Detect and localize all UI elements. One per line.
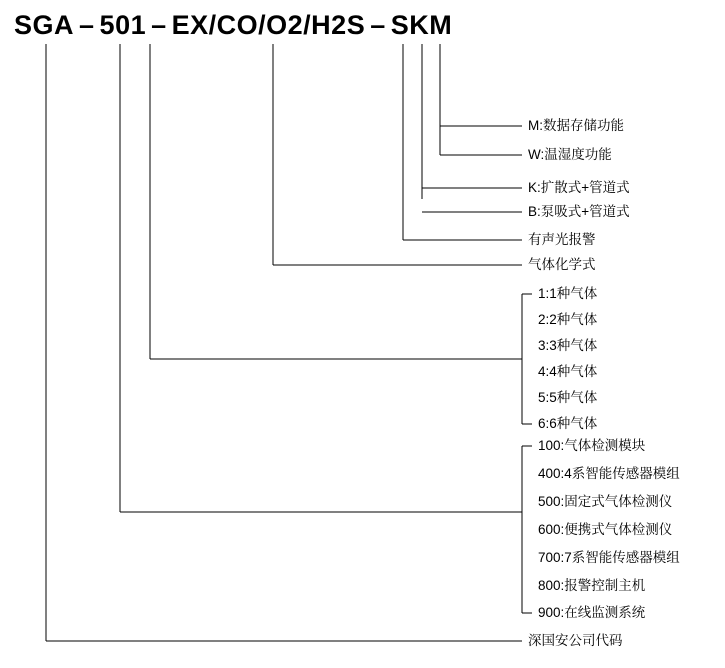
label-series-500: 500:固定式气体检测仪 <box>538 494 673 509</box>
label-series-100: 100:气体检测模块 <box>538 438 646 453</box>
label-gas-count-3: 3:3种气体 <box>538 338 598 353</box>
label-gas-count-4: 4:4种气体 <box>538 364 598 379</box>
code-part-m: M <box>429 10 453 40</box>
label-series-700: 700:7系智能传感器模组 <box>538 550 680 565</box>
label-series-800: 800:报警控制主机 <box>538 578 646 593</box>
label-series-400: 400:4系智能传感器模组 <box>538 466 680 481</box>
label-alarm: 有声光报警 <box>528 232 596 247</box>
code-part-s: S <box>390 10 410 40</box>
label-gas-count-6: 6:6种气体 <box>538 416 598 431</box>
code-part-sga: SGA <box>14 10 75 40</box>
label-series-900: 900:在线监测系统 <box>538 605 646 620</box>
code-part-k: K <box>409 10 430 40</box>
label-sampling-b: B:泵吸式+管道式 <box>528 204 630 219</box>
label-sampling-k: K:扩散式+管道式 <box>528 180 630 195</box>
label-storage-w: W:温湿度功能 <box>528 147 612 162</box>
code-part-gases: EX/CO/O2/H2S <box>171 10 366 40</box>
label-series-600: 600:便携式气体检测仪 <box>538 522 673 537</box>
code-part-501: 501 <box>99 10 147 40</box>
label-gas-count-2: 2:2种气体 <box>538 312 598 327</box>
label-storage-m: M:数据存储功能 <box>528 118 624 133</box>
label-gas-count-1: 1:1种气体 <box>538 286 598 301</box>
code-dash-3: – <box>370 10 386 40</box>
label-gas-count-5: 5:5种气体 <box>538 390 598 405</box>
label-company-code: 深国安公司代码 <box>528 633 623 648</box>
label-principle: 气体化学式 <box>528 257 596 272</box>
code-dash-2: – <box>151 10 167 40</box>
code-dash-1: – <box>79 10 95 40</box>
